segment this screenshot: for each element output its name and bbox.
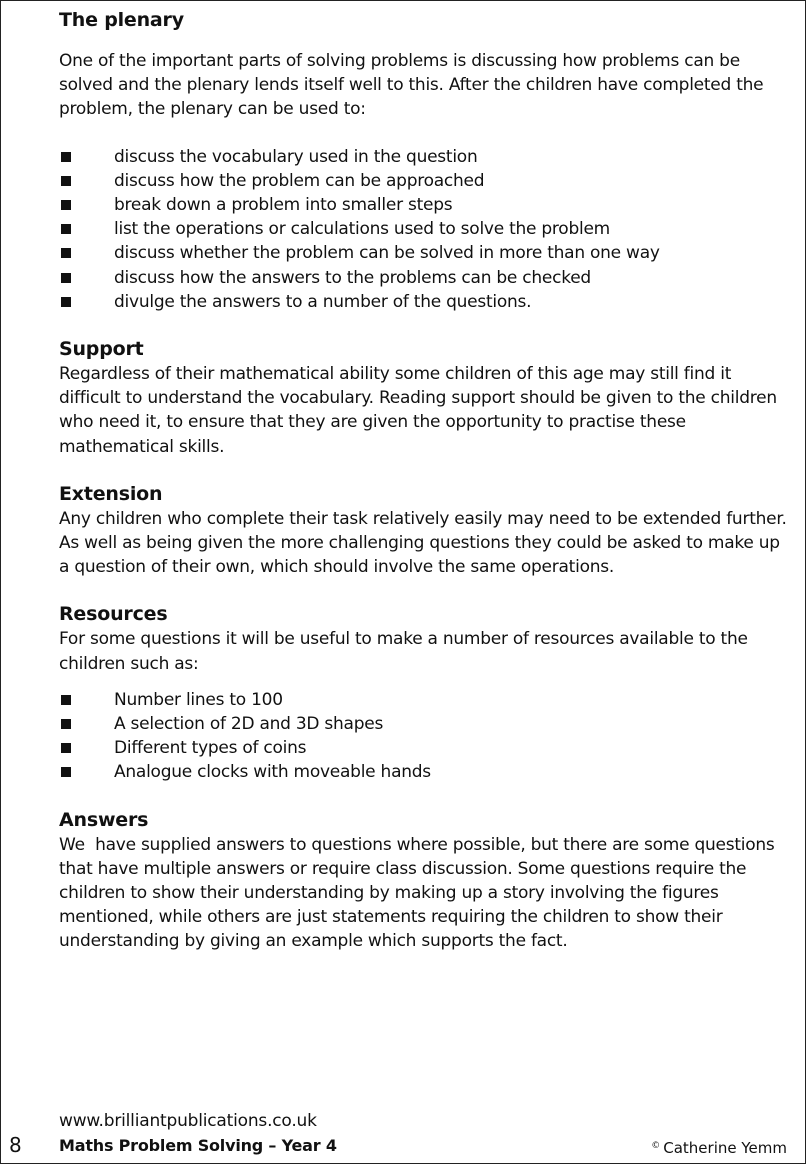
square-bullet-icon: [61, 152, 71, 162]
square-bullet-icon: [61, 273, 71, 283]
plenary-heading: The plenary: [59, 9, 184, 31]
square-bullet-icon: [61, 297, 71, 307]
square-bullet-icon: [61, 248, 71, 258]
list-item: discuss whether the problem can be solved in more than one way: [59, 241, 787, 265]
resources-section: [59, 601, 787, 784]
list-item: Number lines to 100: [59, 688, 787, 712]
resources-intro: For some questions it will be useful to make a number of resources available to the children such as:: [59, 629, 748, 674]
extension-heading: Extension: [59, 482, 163, 505]
list-item: divulge the answers to a number of the questions.: [59, 290, 787, 314]
page-content: [59, 7, 787, 954]
footer-title: Maths Problem Solving – Year 4: [59, 1136, 337, 1155]
list-item: discuss how the answers to the problems can be checked: [59, 266, 787, 290]
plenary-section: [59, 7, 787, 314]
footer-url[interactable]: www.brilliantpublications.co.uk: [59, 1111, 317, 1131]
list-item: break down a problem into smaller steps: [59, 193, 787, 217]
answers-body: We have supplied answers to questions where possible, but there are some questions that have multiple answers or require class discussion. Some questions require the children to show their understanding by making up a story involving the figures mentioned, while others are just statements requiring the children to show their understanding by giving an example which supports the fact.: [59, 834, 780, 952]
extension-section: [59, 481, 787, 580]
page-number: 8: [9, 1133, 22, 1157]
support-section: [59, 336, 787, 459]
support-heading: Support: [59, 338, 144, 361]
square-bullet-icon: [61, 767, 71, 777]
copyright-name: Catherine Yemm: [663, 1139, 787, 1157]
list-item: Different types of coins: [59, 736, 787, 760]
list-item: A selection of 2D and 3D shapes: [59, 712, 787, 736]
resources-heading: Resources: [59, 603, 168, 626]
copyright: [651, 1139, 787, 1157]
square-bullet-icon: [61, 743, 71, 753]
resources-list: [59, 688, 787, 785]
answers-heading: Answers: [59, 808, 149, 831]
list-item: discuss how the problem can be approached: [59, 169, 787, 193]
list-item: discuss the vocabulary used in the question: [59, 145, 787, 169]
support-body: Regardless of their mathematical ability some children of this age may still find it difficult to understand the vocabulary. Reading support should be given to the children who need it, to ensure that they are given the opportunity to practise these mathematical skills.: [59, 364, 777, 457]
square-bullet-icon: [61, 224, 71, 234]
extension-body: Any children who complete their task relatively easily may need to be extended further. As well as being given the more challenging questions they could be asked to make up a question of their own, which should involve the same operations.: [59, 508, 787, 578]
plenary-intro: One of the important parts of solving problems is discussing how problems can be solved and the plenary lends itself well to this. After the children have completed the problem, the plenary can be used to:: [59, 51, 764, 120]
plenary-list: [59, 145, 787, 314]
copyright-icon: ©: [651, 1141, 661, 1151]
square-bullet-icon: [61, 176, 71, 186]
list-item: Analogue clocks with moveable hands: [59, 760, 787, 784]
list-item: list the operations or calculations used to solve the problem: [59, 217, 787, 241]
square-bullet-icon: [61, 695, 71, 705]
answers-section: [59, 807, 787, 954]
square-bullet-icon: [61, 719, 71, 729]
square-bullet-icon: [61, 200, 71, 210]
